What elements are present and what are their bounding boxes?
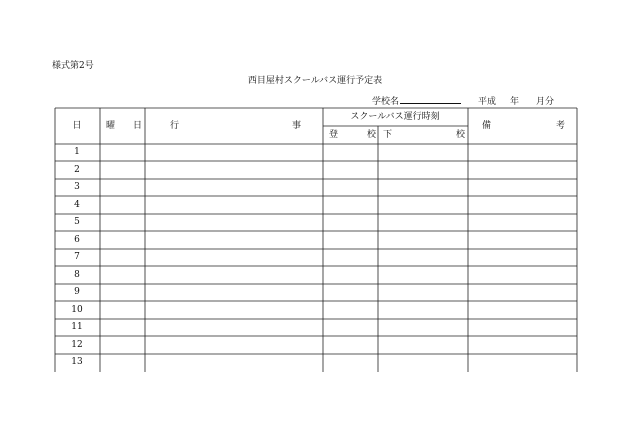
header-remarks-2: 考 [556,121,566,131]
header-remarks-1: 備 [482,121,492,131]
year-unit: 年 [510,97,520,107]
day-number: 4 [74,200,80,210]
header-depart-2: 校 [456,130,466,140]
header-day: 日 [72,121,82,131]
header-event-1: 行 [170,121,180,131]
document-title: 西目屋村スクールバス運行予定表 [247,76,383,86]
day-number: 10 [71,305,83,315]
day-number: 12 [71,340,83,350]
header-weekday-1: 曜 [106,121,116,131]
day-number: 1 [74,147,80,157]
day-number: 6 [74,235,80,245]
day-number: 5 [74,217,80,227]
header-bus-time: スクールバス運行時刻 [350,112,440,122]
day-number: 2 [74,165,80,175]
header-weekday-2: 日 [133,121,143,131]
header-depart-1: 下 [383,130,393,140]
header-arrive-1: 登 [329,130,339,140]
form-number: 様式第2号 [52,61,94,71]
school-name-label: 学校名 [372,97,400,107]
month-unit: 月分 [536,97,555,107]
header-event-2: 事 [292,121,302,131]
day-number: 3 [74,182,80,192]
day-number: 8 [74,270,80,280]
day-number: 9 [74,287,80,297]
day-number: 11 [71,322,83,332]
day-number: 7 [74,252,80,262]
era-label: 平成 [478,97,497,107]
day-number: 13 [71,357,83,367]
header-arrive-2: 校 [367,130,377,140]
